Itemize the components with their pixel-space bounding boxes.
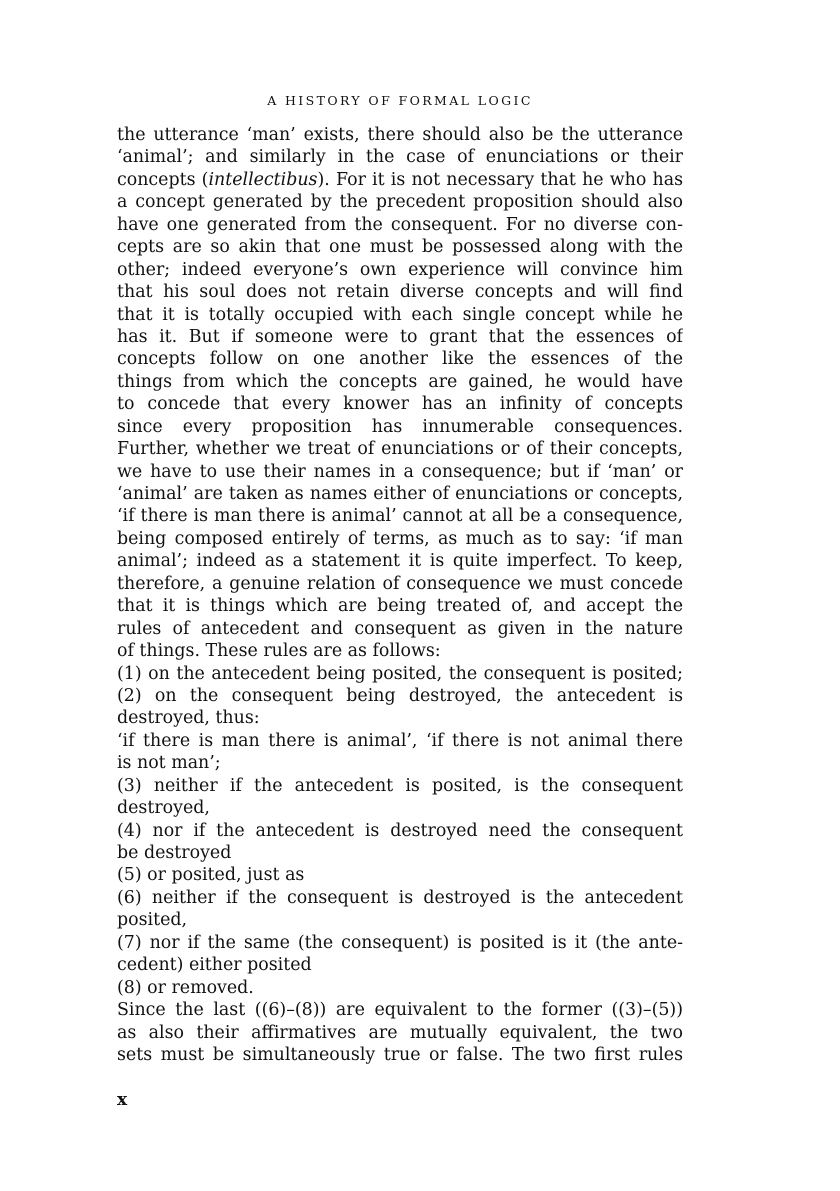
text-line: (1) on the antecedent being posited, the consequent is posited; xyxy=(117,663,683,684)
text-line: ‘animal’; and similarly in the case of enunciations or their xyxy=(117,147,683,168)
text-line: sets must be simultaneously true or false. The two first rules xyxy=(117,1044,683,1065)
text-line: has it. But if someone were to grant that the essences of xyxy=(117,326,683,347)
text-line: destroyed, xyxy=(117,798,210,819)
text-line: cepts are so akin that one must be possessed along with the xyxy=(117,237,683,258)
text-line: therefore, a genuine relation of consequence we must concede xyxy=(117,573,683,594)
text-line: ‘if there is man there is animal’, ‘if there is not animal there xyxy=(117,730,683,751)
text-line: posited, xyxy=(117,910,188,931)
text-line: other; indeed everyone’s own experience will convince him xyxy=(117,259,683,280)
body-text xyxy=(117,124,683,1066)
text-line: animal’; indeed as a statement it is quite imperfect. To keep, xyxy=(117,551,683,572)
text-line: of things. These rules are as follows: xyxy=(117,641,441,662)
text-line: be destroyed xyxy=(117,843,232,863)
text-line: concepts (intellectibus). For it is not necessary that he who has xyxy=(117,169,683,190)
text-line: (7) nor if the same (the consequent) is posited is it (the ante- xyxy=(117,932,683,953)
text-line: ‘animal’ are taken as names either of enunciations or concepts, xyxy=(117,484,683,504)
text-line: a concept generated by the precedent proposition should also xyxy=(117,192,683,213)
text-line: the utterance ‘man’ exists, there should also be the utterance xyxy=(117,125,683,145)
text-line: concepts follow on one another like the essences of the xyxy=(117,349,683,370)
page-number: x xyxy=(117,1090,128,1110)
text-line: have one generated from the consequent. For no diverse con- xyxy=(117,214,683,235)
text-line: since every proposition has innumerable consequences. xyxy=(117,416,683,437)
text-line: (6) neither if the consequent is destroyed is the antecedent xyxy=(117,887,683,908)
text-line: (4) nor if the antecedent is destroyed need the consequent xyxy=(117,820,683,841)
text-line: to concede that every knower has an infinity of concepts xyxy=(117,394,683,415)
text-line: that it is things which are being treated of, and accept the xyxy=(117,596,683,617)
text-line: Further, whether we treat of enunciations or of their concepts, xyxy=(117,439,683,460)
text-line: that his soul does not retain diverse concepts and will find xyxy=(117,282,683,303)
text-line: (2) on the consequent being destroyed, the antecedent is xyxy=(117,685,683,706)
text-line: we have to use their names in a consequence; but if ‘man’ or xyxy=(117,461,683,482)
text-line: things from which the concepts are gained, he would have xyxy=(117,371,683,392)
text-line: as also their affirmatives are mutually equivalent, the two xyxy=(117,1022,683,1043)
text-line: rules of antecedent and consequent as given in the nature xyxy=(117,618,683,639)
text-line: being composed entirely of terms, as much as to say: ‘if man xyxy=(117,528,683,549)
text-line: is not man’; xyxy=(117,753,221,774)
text-line: ‘if there is man there is animal’ cannot at all be a consequence, xyxy=(117,506,683,527)
text-line: cedent) either posited xyxy=(117,955,312,976)
text-line: Since the last ((6)–(8)) are equivalent to the former ((3)–(5)) xyxy=(117,1000,683,1021)
running-header: A HISTORY OF FORMAL LOGIC xyxy=(267,93,533,108)
text-line: (3) neither if the antecedent is posited, is the consequent xyxy=(117,775,683,796)
text-line: destroyed, thus: xyxy=(117,708,260,729)
text-line: (5) or posited, just as xyxy=(117,865,305,886)
text-line: (8) or removed. xyxy=(117,977,254,998)
text-line: that it is totally occupied with each single concept while he xyxy=(117,304,683,325)
